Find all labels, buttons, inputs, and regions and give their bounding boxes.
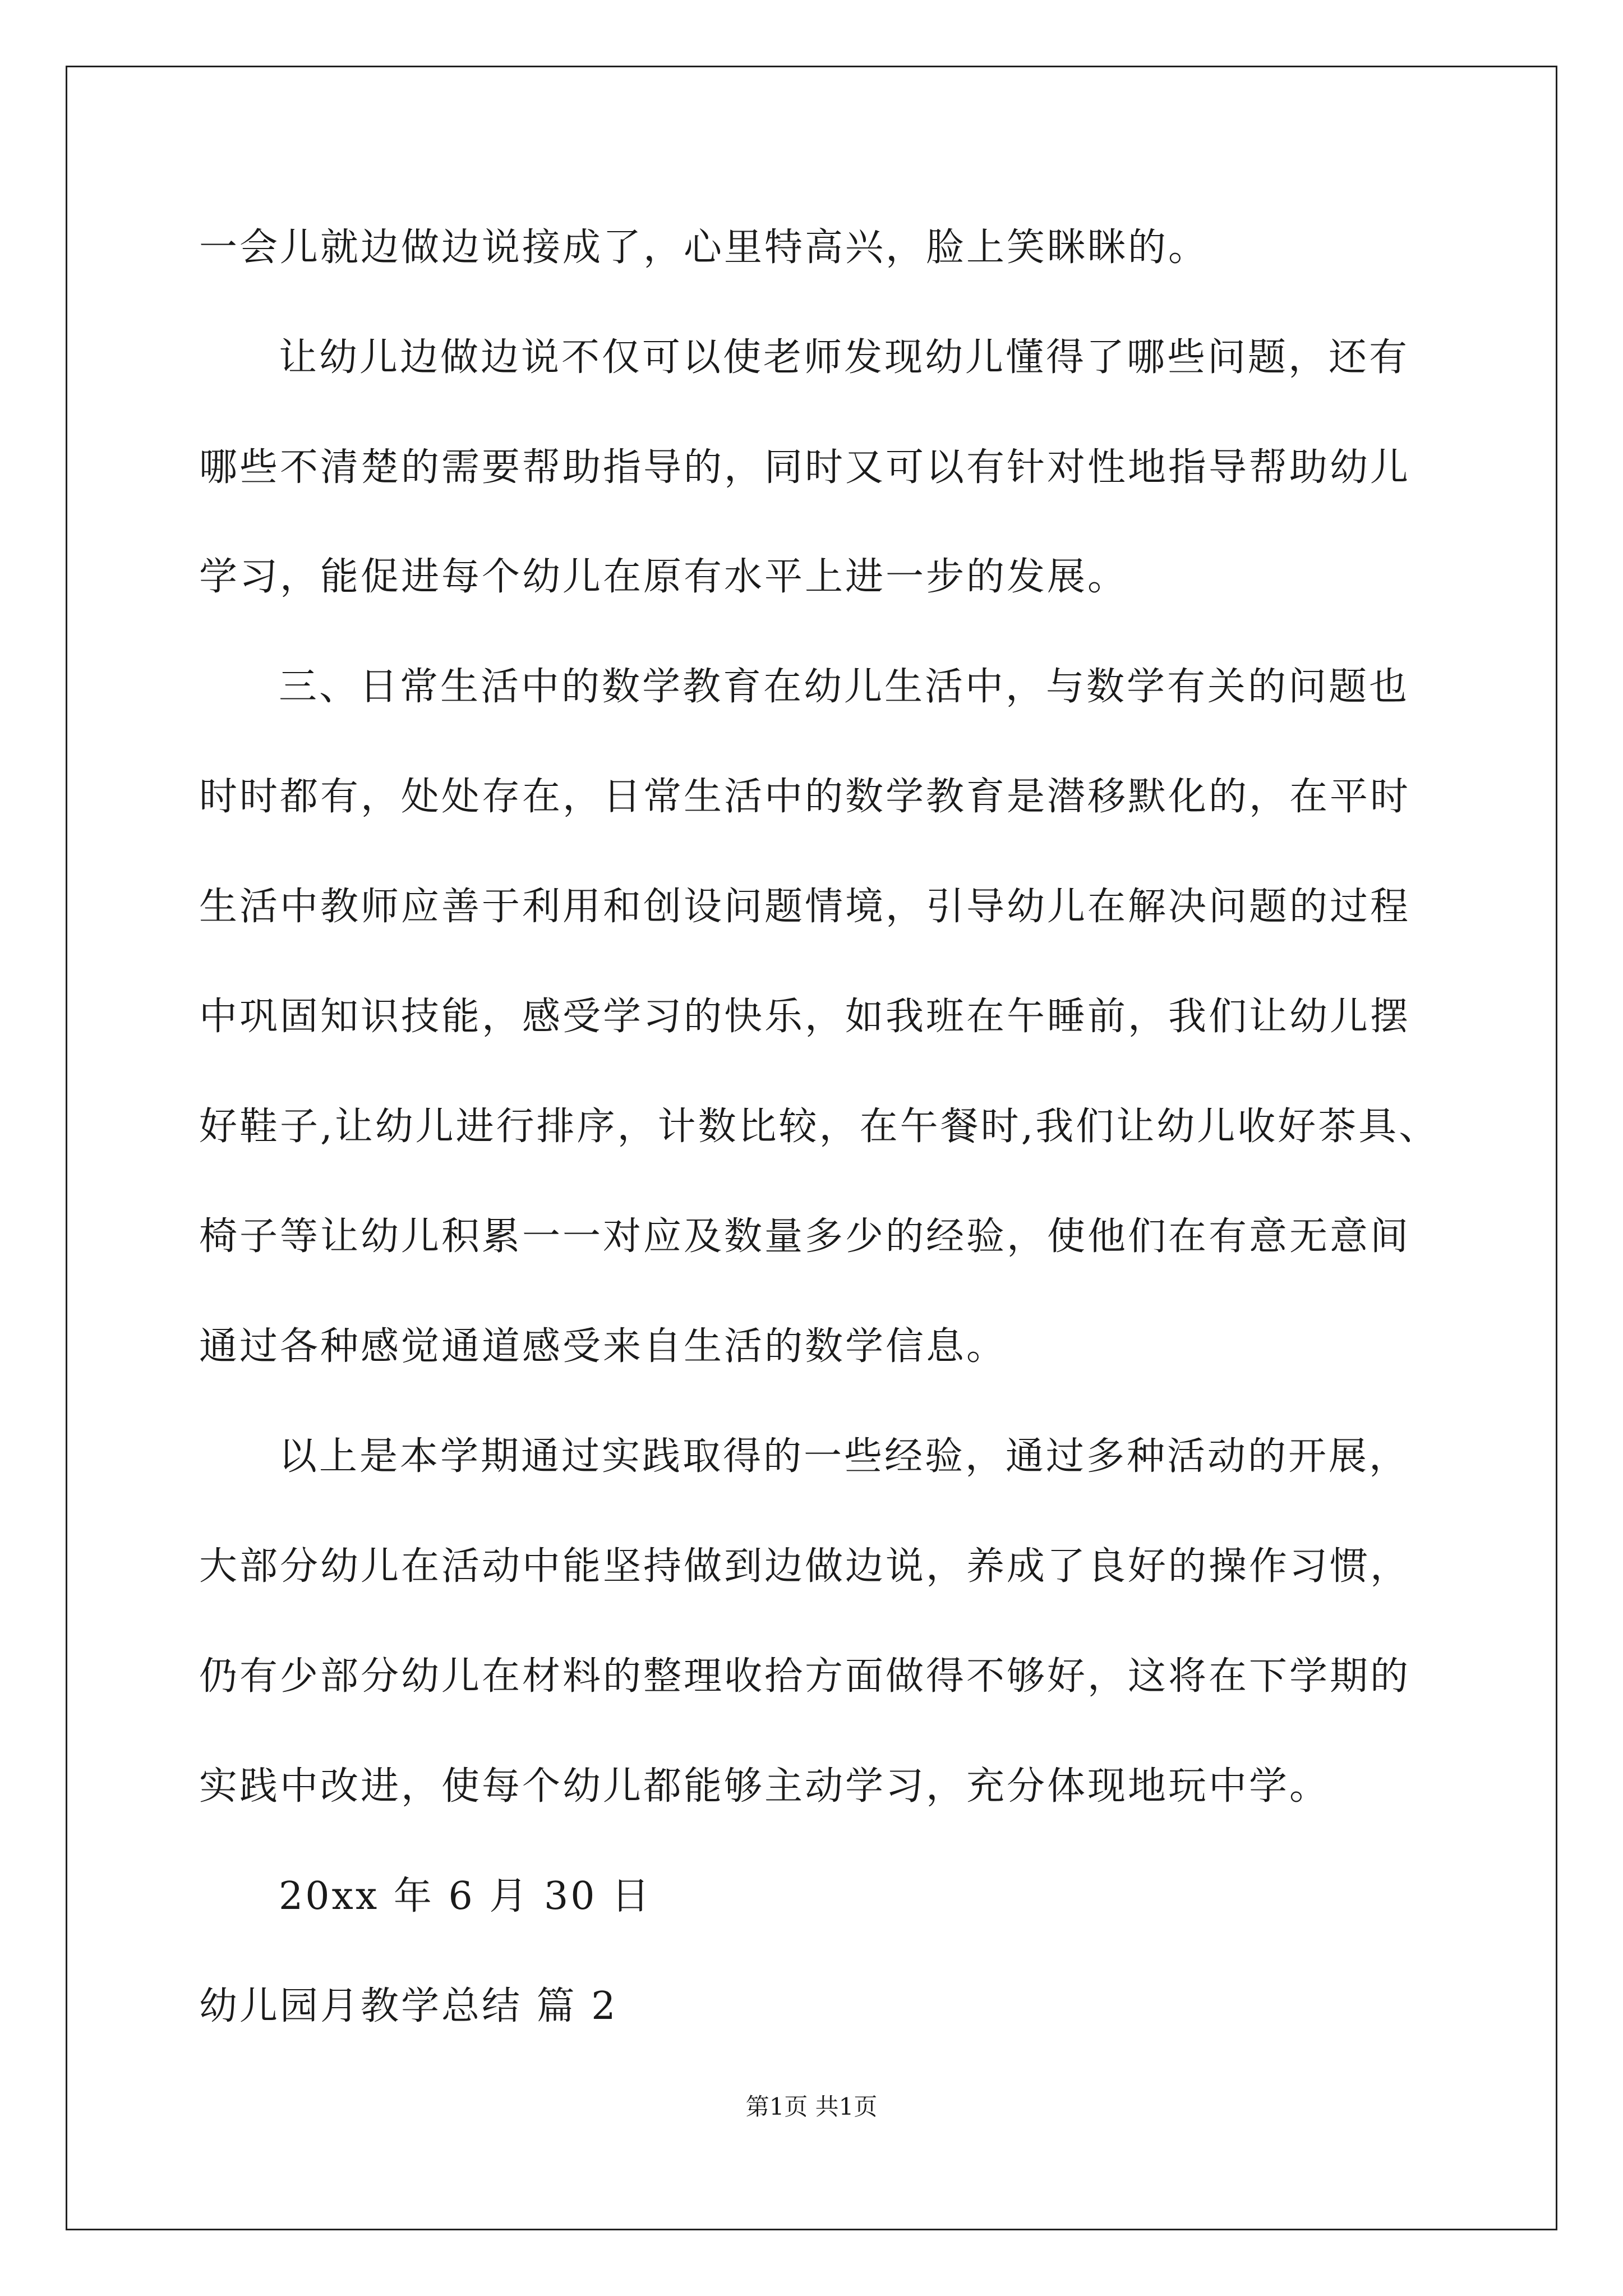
text-line: 哪些不清楚的需要帮助指导的，同时又可以有针对性地指导帮助幼儿: [199, 445, 1411, 490]
text-line: 通过各种感觉通道感受来自生活的数学信息。: [199, 1324, 1007, 1369]
text-line: 学习，能促进每个幼儿在原有水平上进一步的发展。: [199, 555, 1128, 599]
text-line: 以上是本学期通过实践取得的一些经验，通过多种活动的开展，: [279, 1434, 1410, 1479]
text-line: 时时都有，处处存在，日常生活中的数学教育是潜移默化的，在平时: [199, 775, 1411, 819]
text-line: 好鞋子,让幼儿进行排序，计数比较，在午餐时,我们让幼儿收好茶具、: [199, 1105, 1440, 1149]
section-heading: 幼儿园月教学总结 篇 2: [199, 1984, 618, 2028]
text-line: 仍有少部分幼儿在材料的整理收拾方面做得不够好，这将在下学期的: [199, 1654, 1411, 1699]
text-line: 一会儿就边做边说接成了，心里特高兴，脸上笑眯眯的。: [199, 226, 1209, 270]
text-line: 椅子等让幼儿积累一一对应及数量多少的经验，使他们在有意无意间: [199, 1214, 1411, 1259]
text-line: 中巩固知识技能，感受学习的快乐，如我班在午睡前，我们让幼儿摆: [199, 995, 1411, 1039]
text-line: 大部分幼儿在活动中能坚持做到边做边说，养成了良好的操作习惯，: [199, 1544, 1411, 1589]
text-line: 让幼儿边做边说不仅可以使老师发现幼儿懂得了哪些问题，还有: [279, 335, 1410, 380]
page-footer: 第1页 共1页: [745, 2093, 878, 2120]
text-line: 三、日常生活中的数学教育在幼儿生活中，与数学有关的问题也: [279, 665, 1410, 709]
text-line: 实践中改进，使每个幼儿都能够主动学习，充分体现地玩中学。: [199, 1764, 1330, 1809]
date-line: 20xx 年 6 月 30 日: [279, 1874, 652, 1918]
text-line: 生活中教师应善于利用和创设问题情境，引导幼儿在解决问题的过程: [199, 885, 1411, 929]
